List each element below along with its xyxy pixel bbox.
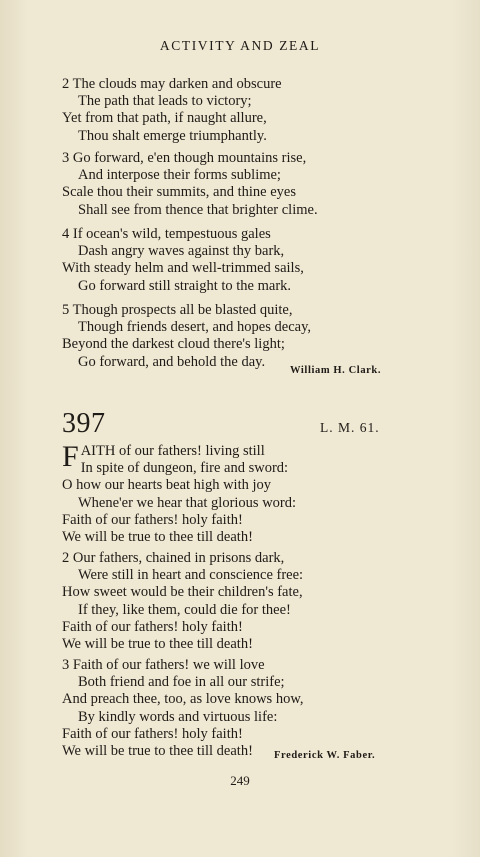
verse-line: Go forward still straight to the mark. <box>78 277 292 294</box>
hymn2-stanza-3 <box>62 657 422 760</box>
verse-line: The path that leads to victory; <box>78 93 252 110</box>
verse-line: 2 Our fathers, chained in prisons dark, <box>62 550 285 566</box>
page-number: 249 <box>230 773 250 788</box>
verse-line: We will be true to thee till death! <box>62 529 253 546</box>
hymn-number: 397 <box>62 408 106 439</box>
verse-line: Go forward, and behold the day. <box>78 353 266 370</box>
verse-line: Faith of our fathers! holy faith! <box>62 725 243 742</box>
verse-line: If they, like them, could die for thee! <box>78 601 291 618</box>
hymn1-stanza-5 <box>62 302 422 371</box>
verse-line: 4 If ocean's wild, tempestuous gales <box>62 226 271 242</box>
verse-line: How sweet would be their children's fate, <box>62 584 303 601</box>
verse-line: O how our hearts beat high with joy <box>62 477 272 494</box>
verse-line: Were still in heart and conscience free: <box>78 567 304 584</box>
verse-line: Though friends desert, and hopes decay, <box>78 319 311 336</box>
verse-line: Dash angry waves against thy bark, <box>78 243 285 260</box>
verse-line: Yet from that path, if naught allure, <box>62 110 267 127</box>
verse-line: Both friend and foe in all our strife; <box>78 674 285 691</box>
verse-line: Faith of our fathers! holy faith! <box>62 618 243 635</box>
running-header: ACTIVITY AND ZEAL <box>159 38 321 53</box>
hymn-meter: L. M. 61. <box>320 420 380 435</box>
hymn1-author: William H. Clark. <box>290 365 382 376</box>
verse-line: In spite of dungeon, fire and sword: <box>80 460 289 477</box>
verse-line: Thou shalt emerge triumphantly. <box>78 127 267 144</box>
verse-line: 2 The clouds may darken and obscure <box>62 76 282 92</box>
hymn2-stanza-1 <box>62 440 422 546</box>
hymn1-stanza-4 <box>62 226 422 295</box>
verse-line: 3 Faith of our fathers! we will love <box>62 657 265 673</box>
verse-line: 5 Though prospects all be blasted quite, <box>62 302 293 318</box>
verse-line: We will be true to thee till death! <box>62 636 253 653</box>
verse-line: Whene'er we hear that glorious word: <box>78 494 297 511</box>
verse-line: Beyond the darkest cloud there's light; <box>62 336 285 353</box>
verse-line: And preach thee, too, as love knows how, <box>62 691 304 708</box>
hymn1-stanza-3 <box>62 150 422 219</box>
verse-line: Faith of our fathers! holy faith! <box>62 511 243 528</box>
verse-line: Shall see from thence that brighter clime. <box>78 201 318 218</box>
hymn2-author: Frederick W. Faber. <box>274 750 376 761</box>
hymn1-stanza-2 <box>62 76 422 145</box>
drop-cap: F <box>62 440 79 473</box>
verse-line: And interpose their forms sublime; <box>78 167 281 184</box>
verse-line: AITH of our fathers! living still <box>80 443 265 459</box>
verse-line: Scale thou their summits, and thine eyes <box>62 184 296 201</box>
verse-line: With steady helm and well-trimmed sails, <box>62 260 304 277</box>
verse-line: We will be true to thee till death! <box>62 743 253 760</box>
hymn2-stanza-2 <box>62 550 422 653</box>
verse-line: 3 Go forward, e'en though mountains rise, <box>62 150 307 166</box>
verse-line: By kindly words and virtuous life: <box>78 708 278 725</box>
